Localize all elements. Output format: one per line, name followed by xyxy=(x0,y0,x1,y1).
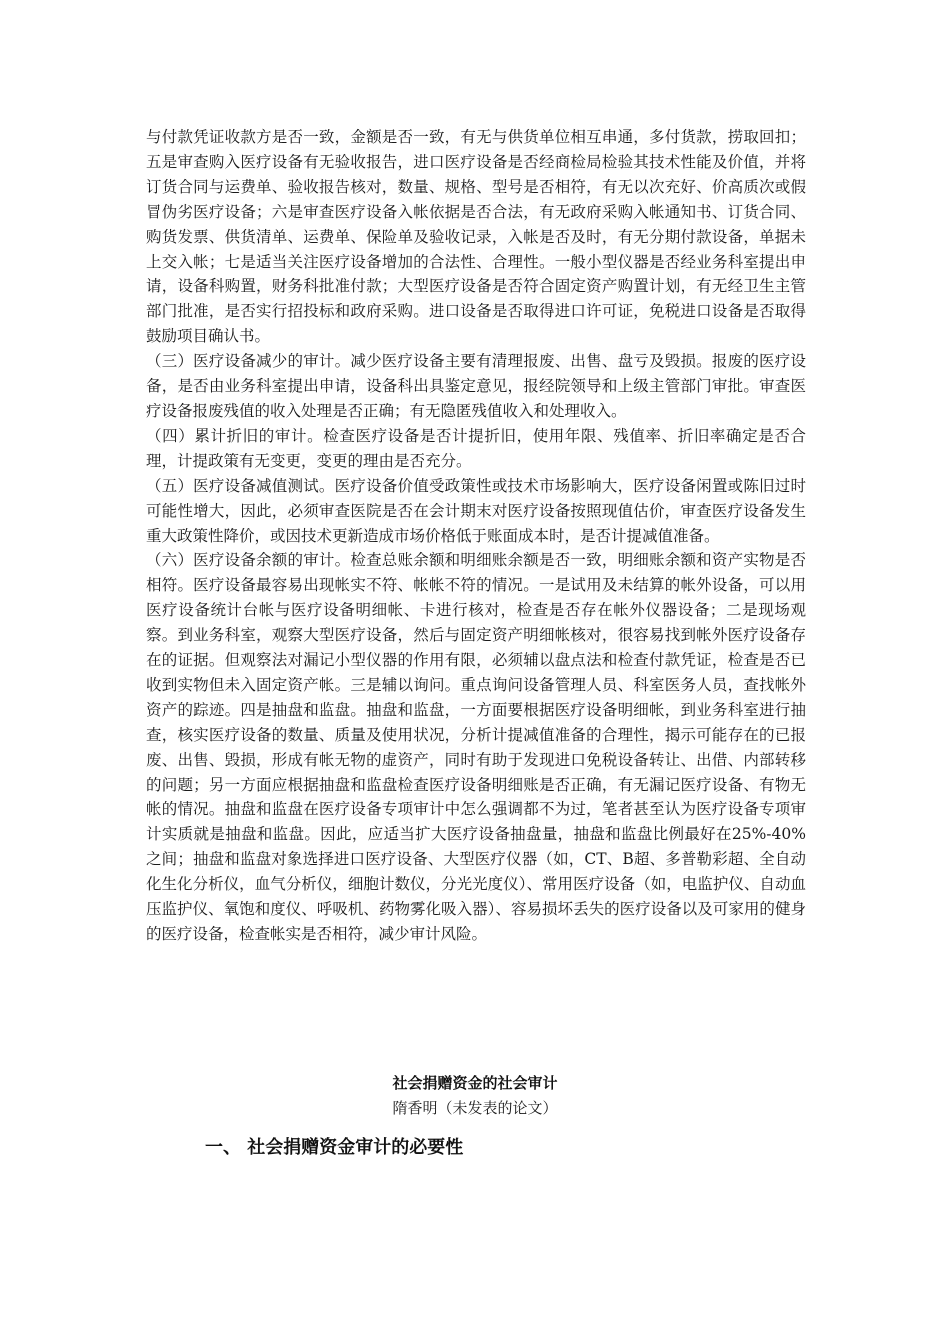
paragraph-impairment-test: （五）医疗设备减值测试。医疗设备价值受政策性或技术市场影响大，医疗设备闲置或陈旧过时可能性增大，因此，必须审查医院是否在会计期末对医疗设备按照现值估价，审查医疗设备发生重大政策性降价，或因技术更新造成市场价格低于账面成本时，是否计提减值准备。 xyxy=(146,476,806,545)
paragraph-decrease-audit: （三）医疗设备减少的审计。减少医疗设备主要有清理报废、出售、盘亏及毁损。报废的医疗设备，是否由业务科室提出申请，设备科出具鉴定意见，报经院领导和上级主管部门审批。审查医疗设备报废残值的收入处理是否正确；有无隐匿残值收入和处理收入。 xyxy=(146,352,806,420)
article-title: 社会捐赠资金的社会审计 xyxy=(392,1074,558,1092)
paragraph-procurement-checks: 与付款凭证收款方是否一致，金额是否一致，有无与供货单位相互串通，多付货款，捞取回扣；五是审查购入医疗设备有无验收报告，进口医疗设备是否经商检局检验其技术性能及价值，并将订货合同与运费单、验收报告核对，数量、规格、型号是否相符，有无以次充好、价高质次或假冒伪劣医疗设备；六是审查医疗设备入帐依据是否合法，有无政府采购入帐通知书、订货合同、购货发票、供货清单、运费单、保险单及验收记录，入帐是否及时，有无分期付款设备，单据未上交入帐；七是适当关注医疗设备增加的合法性、合理性。一般小型仪器是否经业务科室提出申请，设备科购置，财务科批准付款；大型医疗设备是否符合固定资产购置计划，有无经卫生主管部门批准，是否实行招投标和政府采购。进口设备是否取得进口许可证，免税进口设备是否取得鼓励项目确认书。 xyxy=(146,128,806,346)
article-byline: 隋香明（未发表的论文） xyxy=(392,1099,558,1117)
paragraph-depreciation-audit: （四）累计折旧的审计。检查医疗设备是否计提折旧，使用年限、残值率、折旧率确定是否合理，计提政策有无变更，变更的理由是否充分。 xyxy=(146,426,806,470)
section-heading: 一、 社会捐赠资金审计的必要性 xyxy=(205,1137,464,1158)
paragraph-balance-audit: （六）医疗设备余额的审计。检查总账余额和明细账余额是否一致，明细账余额和资产实物是否相符。医疗设备最容易出现帐实不符、帐帐不符的情况。一是试用及未结算的帐外设备，可以用医疗设备统计台帐与医疗设备明细帐、卡进行核对，检查是否存在帐外仪器设备；二是现场观察。到业务科室，观察大型医疗设备，然后与固定资产明细帐核对，很容易找到帐外医疗设备存在的证据。但观察法对漏记小型仪器的作用有限，必须辅以盘点法和检查付款凭证，检查是否已收到实物但未入固定资产帐。三是辅以询问。重点询问设备管理人员、科室医务人员，查找帐外资产的踪迹。四是抽盘和监盘。抽盘和监盘，一方面要根据医疗设备明细帐，到业务科室进行抽查，核实医疗设备的数量、质量及使用状况，分析计提减值准备的合理性，揭示可能存在的已报废、出售、毁损，形成有帐无物的虚资产，同时有助于发现进口免税设备转让、出借、内部转移的问题；另一方面应根据抽盘和监盘检查医疗设备明细账是否正确，有无漏记医疗设备、有物无帐的情况。抽盘和监盘在医疗设备专项审计中怎么强调都不为过，笔者甚至认为医疗设备专项审计实质就是抽盘和监盘。因此，应适当扩大医疗设备抽盘量，抽盘和监盘比例最好在25%-40%之间；抽盘和监盘对象选择进口医疗设备、大型医疗仪器（如，CT、B超、多普勒彩超、全自动化生化分析仪，血气分析仪，细胞计数仪，分光光度仪）、常用医疗设备（如，电监护仪、自动血压监护仪、氧饱和度仪、呼吸机、药物雾化吸入器）、容易损坏丢失的医疗设备以及可家用的健身的医疗设备，检查帐实是否相符，减少审计风险。 xyxy=(146,551,806,943)
body-text xyxy=(146,125,806,947)
